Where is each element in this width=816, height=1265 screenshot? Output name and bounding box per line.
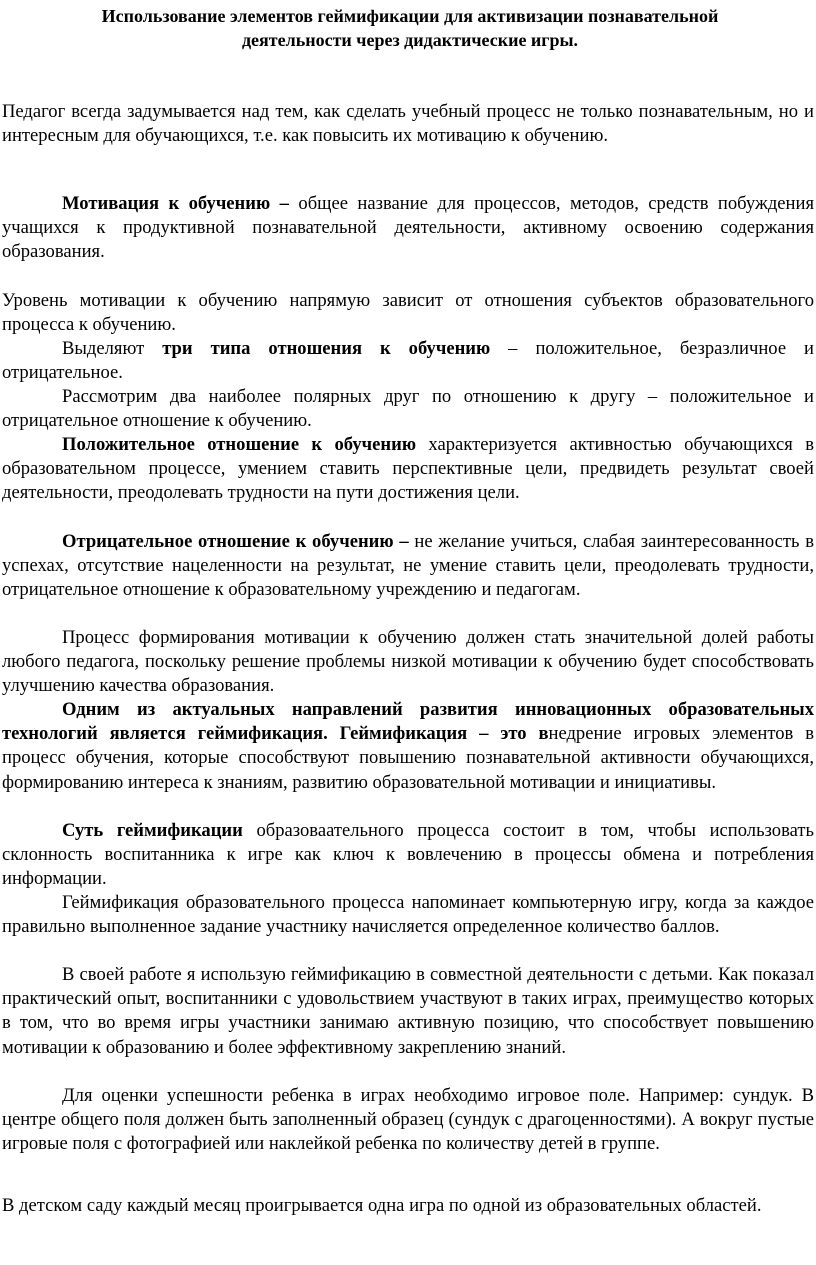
term-bold: Суть геймификации [62,820,243,841]
paragraph-text: недрение игровых элементов в процесс обучения, которые способствуют повышению познавательной активности обучающихся, формированию интереса к знаниям, развитию образовательной мотивации и инициативы. [2,723,814,793]
paragraph-text: образоваательного процесса состоит в том, чтобы использовать склонность воспитанника к игре как ключ к вовлечению в процессы обмена и потребления информации. [2,820,815,890]
paragraph-motivation-definition [2,192,814,265]
paragraph-text: Геймификация образовательного процесса напоминает компьютерную игру, когда за каждое правильно выполненное задание участнику начисляется определенное количество баллов. [2,892,814,938]
paragraph-my-work [2,963,814,1060]
paragraph-text: В своей работе я использую геймификацию в совместной деятельности с детьми. Как показал практический опыт, воспитанники с удовольствием участвуют в таких играх, преимущество которых в том, что во время игры участники занимаю активную позицию, что способствует повышению мотивации к образованию и более эффективному закреплению знаний. [2,964,814,1058]
term-bold: Положительное отношение к обучению [62,434,417,455]
paragraph-text: – положительное, безразличное и отрицательное. [2,338,814,384]
term-bold: три типа отношения к обучению [162,338,491,359]
paragraph-text: Процесс формирования мотивации к обучению должен стать значительной долей работы любого педагога, поскольку решение проблемы низкой мотивации к обучению будет способствовать улучшению качества образования. [2,627,814,697]
paragraph-text: Педагог всегда задумывается над тем, как сделать учебный процесс не только познавательным, но и интересным для обучающихся, т.е. как повысить их мотивацию к обучению. [2,101,814,147]
paragraph-text: не желание учиться, слабая заинтересованность в успехах, отсутствие нацеленности на результат, не умение ставить цели, преодолевать трудности, отрицательное отношение к образовательному учреждению и педагогам. [2,531,814,601]
term-bold: Отрицательное отношение к обучению – [62,531,409,552]
paragraph-kindergarten [2,1194,814,1218]
paragraph-text: Уровень мотивации к обучению напрямую зависит от отношения субъектов образовательного процесса к обучению. [2,290,814,336]
paragraph-three-types [2,337,814,385]
paragraph-motivation-level [2,289,814,337]
paragraph-text: В детском саду каждый месяц проигрывается одна игра по одной из образовательных областей. [2,1195,762,1216]
paragraph-pre: Выделяют [62,338,163,359]
paragraph-positive-attitude [2,433,814,506]
paragraph-motivation-process [2,626,814,699]
document-title: Использование элементов геймификации для активизации познавательной деятельности через дидактические игры. [101,6,719,50]
paragraph-gamification-definition [2,698,814,795]
term-bold: Одним из актуальных направлений развития инновационных образовательных технологий является геймификация. Геймификация – это в [2,699,814,745]
paragraph-game-field [2,1084,814,1157]
term-bold: Мотивация к обучению – [62,193,289,214]
paragraph-negative-attitude [2,530,814,603]
paragraph-computer-game [2,891,814,939]
paragraph-gamification-essence [2,819,814,892]
paragraph-two-polar [2,385,814,433]
paragraph-text: характеризуется активностью обучающихся в образовательном процессе, умением ставить перспективные цели, предвидеть результат своей деятельности, преодолевать трудности на пути достижения цели. [2,434,814,504]
paragraph-text: Для оценки успешности ребенка в играх необходимо игровое поле. Например: сундук. В центре общего поля должен быть заполненный образец (сундук с драгоценностями). А вокруг пустые игровые поля с фотографией или наклейкой ребенка по количеству детей в группе. [2,1085,814,1155]
paragraph-intro [2,100,814,148]
paragraph-text: общее название для процессов, методов, средств побуждения учащихся к продуктивной познавательной деятельности, активному освоению содержания образования. [2,193,814,263]
paragraph-text: Рассмотрим два наиболее полярных друг по отношению к другу – положительное и отрицательное отношение к обучению. [2,386,814,432]
